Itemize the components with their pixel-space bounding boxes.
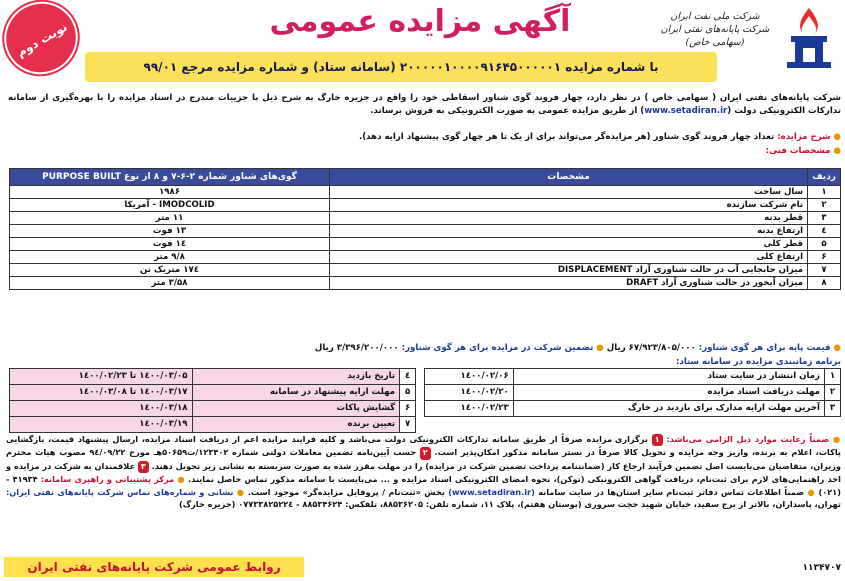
setad-link[interactable]: www.setadiran.ir xyxy=(644,106,728,116)
specs-heading: ● مشخصات فنی: xyxy=(765,146,841,156)
auction-description: ● شرح مزایده: تعداد چهار فروند گوی شناور (هر مزایده‌گر می‌تواند برای از یک تا هر چهار گوی پیشنهاد ارایه دهد). xyxy=(358,132,841,142)
table-row: ۳ قطر بدنه ۱۱ متر xyxy=(10,212,841,225)
bullet-icon: ● xyxy=(807,486,816,497)
schedule-title: برنامه زمانبندی مزایده در سامانه ستاد: xyxy=(675,357,841,367)
bullet-icon: ● xyxy=(236,486,245,497)
price-line: ● قیمت پایه برای هر گوی شناور: ۶۷/۹۲۳/۸۰۵/۰۰۰ ریال ● تضمین شرکت در مزایده برای هر گوی شناور: ۳/۳۹۶/۲۰۰/۰۰۰ ریال xyxy=(314,343,841,353)
bullet-icon: ● xyxy=(833,343,841,353)
specs-table xyxy=(9,168,841,290)
bullet-icon: ● xyxy=(833,132,841,142)
schedule-table xyxy=(9,368,841,433)
setad-link-2[interactable]: (www.setadiran.ir) xyxy=(448,486,535,497)
company-line-2: شرکت پایانه‌های نفتی ایران xyxy=(660,24,770,35)
schedule-row: ۷ تعیین برنده ۱٤۰۰/۰۳/۱۹ xyxy=(10,417,841,433)
intro-paragraph: شرکت پایانه‌های نفتی ایران ( سهامی خاص ) در نظر دارد، چهار فروند گوی شناور اسقاطی خود را واقع در جزیره خارگ به شرح ذیل با جزییات مندرج در اسناد مزایده را با بهره‌گیری از سامانه تدارکات الکترونیکی دولت (www.setadiran.ir) از طریق مزایده عمومی به صورت الکترونیکی به فروش برساند. xyxy=(8,93,842,116)
company-name xyxy=(655,10,775,49)
table-row: ۸ میزان آبخور در حالت شناوری آزاد DRAFT ۳/۵۸ متر xyxy=(10,277,841,290)
page-title: آگهی مزایده عمومی xyxy=(269,4,571,39)
nioc-logo xyxy=(781,4,837,74)
table-row: ۱ سال ساخت ۱۹۸۶ xyxy=(10,186,841,199)
ad-code: ۱۱۳۴۷۰۷ xyxy=(802,563,841,573)
bullet-icon: ● xyxy=(177,474,185,485)
bullet-icon: ● xyxy=(832,434,842,444)
table-row: ۵ قطر کلی ۱٤ فوت xyxy=(10,238,841,251)
table-row: ۶ ارتفاع کلی ۹/۸ متر xyxy=(10,251,841,264)
table-row: ۷ میزان جابجایی آب در حالت شناوری آزاد DISPLACEMENT ۱۷٤ متریک تن xyxy=(10,264,841,277)
auction-number-bar: با شماره مزایده ۲۰۰۰۰۰۱۰۰۰۰۹۱۶۴۵۰۰۰۰۰۱ (سامانه ستاد) و شماره مزایده مرجع ۹۹/۰۱ xyxy=(85,52,717,82)
company-line-3: (سهامی خاص) xyxy=(685,37,745,48)
schedule-row: ۱ زمان انتشار در سایت ستاد ۱٤۰۰/۰۲/۰۶ ٤ تاریخ بازدید ۱٤۰۰/۰۳/۰۵ تا ۱٤۰۰/۰۲/۲۳ xyxy=(10,369,841,385)
schedule-row: ۲ مهلت دریافت اسناد مزایده ۱٤۰۰/۰۲/۲۰ ۵ مهلت ارایه پیشنهاد در سامانه ۱٤۰۰/۰۳/۱۷ تا ۱٤۰۰/۰۳/۰۸ xyxy=(10,385,841,401)
notes-section: ● ضمناً رعایت موارد ذیل الزامی می‌باشد: ۱ برگزاری مزایده صرفاً از طریق سامانه تدارکات الکترونیکی دولت می‌باشد و کلیه فرایند مزایده اعم از دریافت اسناد مزایده، ارسال پیشنهاد قیمت، بازگشایی پاکات، اعلام به برنده، واریز وجه مزایده و تحویل کالا صرفاً در بستر سامانه مذکور امکان‌پذیر است. ۲ حسب آیین‌نامه تضمین معاملات دولتی شماره ۱۲۳۴۰۲/ت۵۰۶۵۹هـ مورخ ۹٤/۰۹/۲۲ مصوب هیات محترم وزیران، متقاضیان می‌بایست اصل تضمین فرآیند ارجاع کار (ضمانتنامه پرداخت تضمین شرکت در مزایده) را در مهلت مقرر شده به صورت سربسته به نشانی زیر تحویل دهند. ۳ علاقمندان به شرکت در مزایده و اخذ راهنمایی‌های لازم برای ثبت‌نام، دریافت گواهی الکترونیکی (توکن)، نحوه امضای الکترونیکی اسناد مزایده و ... می‌بایست با سامانه مذکور تماس حاصل نمایند. ● مرکز پشتیبانی و راهبری سامانه: ۴۱۹۳۴ - (۰۲۱) ● ضمناً اطلاعات تماس دفاتر ثبت‌نام سایر استان‌ها در سایت سامانه (www.setadiran.ir) بخش «ثبت‌نام / پروفایل مزایده‌گر» موجود است. ● نشانی و شماره‌های تماس شرکت پایانه‌های نفتی ایران: تهران، پاسداران، بالاتر از برج سفید، خیابان شهید حجت سروری (بوستان هفتم)، پلاک ۱۱، شماره تلفن: ۸۸۵۳۶۲۰۵، تلفکس: ۸۸۵۳۴۶۲۴ - ۰۷۷۳۳۸۲۵۲۲٤ (جزیره خارگ) xyxy=(6,434,842,510)
table-row: ٤ ارتفاع بدنه ۱۳ فوت xyxy=(10,225,841,238)
table-header-row: ردیف مشخصات گوی‌های شناور شماره ۲-۶-۷ و ۸ از نوع PURPOSE BUILT xyxy=(10,169,841,186)
bullet-icon: ● xyxy=(833,146,841,156)
round-badge: نوبت دوم xyxy=(0,0,91,88)
schedule-row: ۳ آخرین مهلت ارایه مدارک برای بازدید در خارگ ۱٤۰۰/۰۲/۲۳ ۶ گشایش پاکات ۱٤۰۰/۰۳/۱۸ xyxy=(10,401,841,417)
public-relations-footer: روابط عمومی شرکت پایانه‌های نفتی ایران xyxy=(4,557,304,577)
table-row: ۲ نام شرکت سازنده IMODCOLID - آمریکا xyxy=(10,199,841,212)
bullet-icon: ● xyxy=(596,343,604,353)
company-line-1: شرکت ملی نفت ایران xyxy=(670,11,760,22)
